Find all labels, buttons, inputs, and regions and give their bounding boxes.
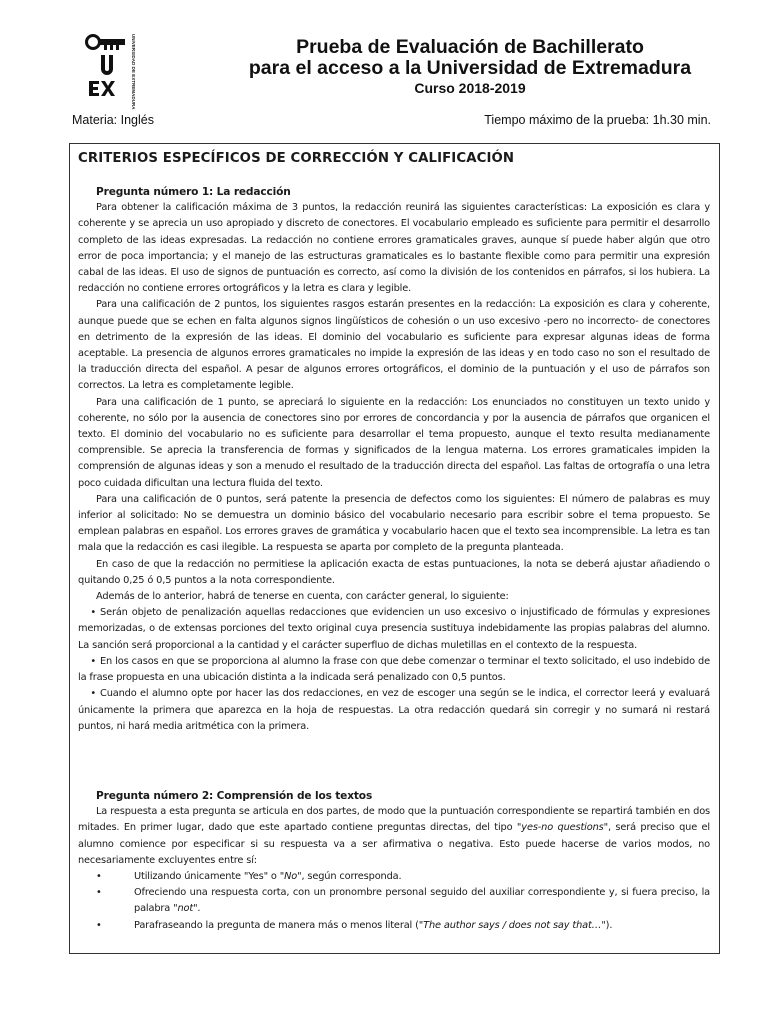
title-line-2: para el acceso a la Universidad de Extremadura <box>248 57 692 79</box>
q2-item-part-b: "). <box>601 919 613 931</box>
time-label: Tiempo máximo de la prueba: 1h.30 min. <box>484 113 711 127</box>
q2-item-part-a: Parafraseando la pregunta de manera más o menos literal (" <box>134 919 424 931</box>
bullet-icon: • <box>96 887 102 899</box>
q2-list-item <box>78 918 710 934</box>
q1-paragraph: Para una calificación de 1 punto, se apreciará lo siguiente en la redacción: Los enunciados no constituyen un texto unido y coherente, no sólo por la ausencia de conectores sino por errores de concordancia y por la ausencia de párrafos que organicen el texto. El dominio del vocabulario no es suficiente para desarrollar el tema propuesto, aunque el texto resulta medianamente comprensible. Se aprecia la transferencia de formas y significados de la lengua materna. Los errores gramaticales impiden la comprensión de algunas ideas y son a menudo el resultado de la traducción directa del español. Las faltas de ortografía o una letra poco cuidada dificultan una lectura fluida del texto. <box>78 396 710 489</box>
q1-bullet <box>78 686 710 735</box>
question-1-section <box>78 184 710 735</box>
q1-bullet-text: Cuando el alumno opte por hacer las dos redacciones, en vez de escoger una según se le indica, el corrector leerá y evaluará únicamente la primera que aparezca en la hoja de respuestas. La otra redacción quedará sin corregir y no sumará ni restará puntos, ni hará media aritmética con la primera. <box>78 688 710 732</box>
question-1-title: Pregunta número 1: La redacción <box>96 186 291 198</box>
course-label: Curso 2018-2019 <box>414 80 526 96</box>
logo-vertical-label: UNIVERSIDAD DE EXTREMADURA <box>131 34 136 110</box>
logo-vertical-text <box>128 34 138 110</box>
bullet-icon: • <box>90 655 96 667</box>
logo-letter-e <box>89 81 99 96</box>
logo-key-tooth-1 <box>104 45 107 50</box>
section-title: CRITERIOS ESPECÍFICOS DE CORRECCIÓN Y CALIFICACIÓN <box>78 151 515 166</box>
q1-paragraph: Además de lo anterior, habrá de tenerse en cuenta, con carácter general, lo siguiente: <box>96 591 509 603</box>
q1-bullet-text: Serán objeto de penalización aquellas redacciones que evidencien un uso excesivo o injustificado de fórmulas y expresiones memorizadas, o de extensas porciones del texto original cuya presencia sustituya indebidamente las propias palabras del alumno. La sanción será proporcional a la cantidad y el carácter superfluo de dichas muletillas en el contexto de la respuesta. <box>78 607 710 651</box>
q2-item-emphasis: The author says / does not say that… <box>423 919 602 931</box>
logo-key-ring <box>87 36 100 49</box>
q2-list <box>78 869 710 934</box>
q2-item-emphasis: not <box>177 903 194 915</box>
bullet-icon: • <box>90 688 96 700</box>
bullet-icon: • <box>96 919 102 931</box>
q1-bullet <box>78 654 710 686</box>
bullet-icon: • <box>96 871 102 883</box>
logo-letter-u <box>101 55 113 75</box>
q2-paragraph-part-a: La respuesta a esta pregunta se articula en dos partes, de modo que la puntuación correspondiente se repartirá también en dos mitades. En primer lugar, dado que este apartado contiene preguntas directas, del tipo " <box>78 806 710 834</box>
q2-item-emphasis: No <box>284 871 298 883</box>
q1-paragraph: Para obtener la calificación máxima de 3 puntos, la redacción reunirá las siguientes características: La exposición es clara y coherente y se aprecia un uso apropiado y discreto de conectores. El vocabulario empleado es suficiente para permitir el desarrollo completo de las ideas expresadas. La redacción no contiene errores gramaticales graves, aunque sí puede haber algún que otro error de poca importancia; y el manejo de las estructuras gramaticales es lo bastante flexible como para permitir una expresión cabal de las ideas. El uso de signos de puntuación es correcto, así como la división de los contenidos en párrafos, si los hubiera. La redacción no contiene errores ortográficos y la letra es clara y legible. <box>78 202 710 295</box>
q2-item-part-b: ", según corresponda. <box>297 871 402 883</box>
q1-bullet-text: En los casos en que se proporciona al alumno la frase con que debe comenzar o terminar el texto solicitado, el uso indebido de la frase propuesta en una ubicación distinta a la indicada será penalizado con 0,5 puntos. <box>78 655 710 684</box>
title-line-1: Prueba de Evaluación de Bachillerato <box>296 36 644 58</box>
q1-paragraph: Para una calificación de 2 puntos, los siguientes rasgos estarán presentes en la redacción: La exposición es clara y coherente, aunque puede que se echen en falta algunos signos lingüísticos de cohesión o un uso excesivo -pero no incorrecto- de conectores en detrimento de la expresión de las ideas. El dominio del vocabulario es suficiente para expresar algunas ideas de forma aceptable. La presencia de algunos errores gramaticales no impide la expresión de las ideas y en todo caso no son el resultado de la traducción directa del español. A pesar de algunos errores ortográficos, el dominio de la puntuación y el uso de párrafos son correctos. La letra es completamente legible. <box>78 299 710 392</box>
q1-bullet <box>78 605 710 654</box>
logo-key-tooth-2 <box>110 45 113 50</box>
q2-paragraph-part-b: ", será preciso que el alumno comience por especificar si su respuesta va a ser afirmativa o negativa. Esto puede hacerse de varios modos, no necesariamente excluyentes entre sí: <box>78 822 710 866</box>
q2-paragraph-emphasis: yes-no questions <box>521 822 604 834</box>
q2-item-part-b: ". <box>193 903 201 915</box>
q1-paragraph: En caso de que la redacción no permitiese la aplicación exacta de estas puntuaciones, la nota se deberá ajustar añadiendo o quitando 0,25 ó 0,5 puntos a la nota correspondiente. <box>78 558 710 586</box>
question-2-section <box>78 788 710 934</box>
q2-item-part-a: Ofreciendo una respuesta corta, con un pronombre personal seguido del auxiliar correspondiente y, si fuera preciso, la palabra " <box>134 887 710 915</box>
bullet-icon: • <box>90 607 96 619</box>
q2-paragraph <box>78 804 710 869</box>
logo-letter-x <box>101 81 115 96</box>
question-2-title: Pregunta número 2: Comprensión de los textos <box>96 790 373 802</box>
q1-paragraph: Para una calificación de 0 puntos, será patente la presencia de defectos como los siguientes: El número de palabras es muy inferior al solicitado: No se demuestra un dominio básico del vocabulario necesario para escribir sobre el tema propuesto. Se emplean palabras en español. Los errores graves de gramática y vocabulario hacen que el texto sea incomprensible. La letra es tan mala que la redacción es casi ilegible. La respuesta se aparta por completo de la pregunta planteada. <box>78 493 710 554</box>
q2-list-item <box>78 869 710 885</box>
q2-item-part-a: Utilizando únicamente "Yes" o " <box>134 871 285 883</box>
logo-key-tooth-3 <box>116 45 119 50</box>
logo-key-shaft <box>99 39 125 45</box>
q2-list-item <box>78 885 710 917</box>
subject-label: Materia: Inglés <box>72 113 154 127</box>
